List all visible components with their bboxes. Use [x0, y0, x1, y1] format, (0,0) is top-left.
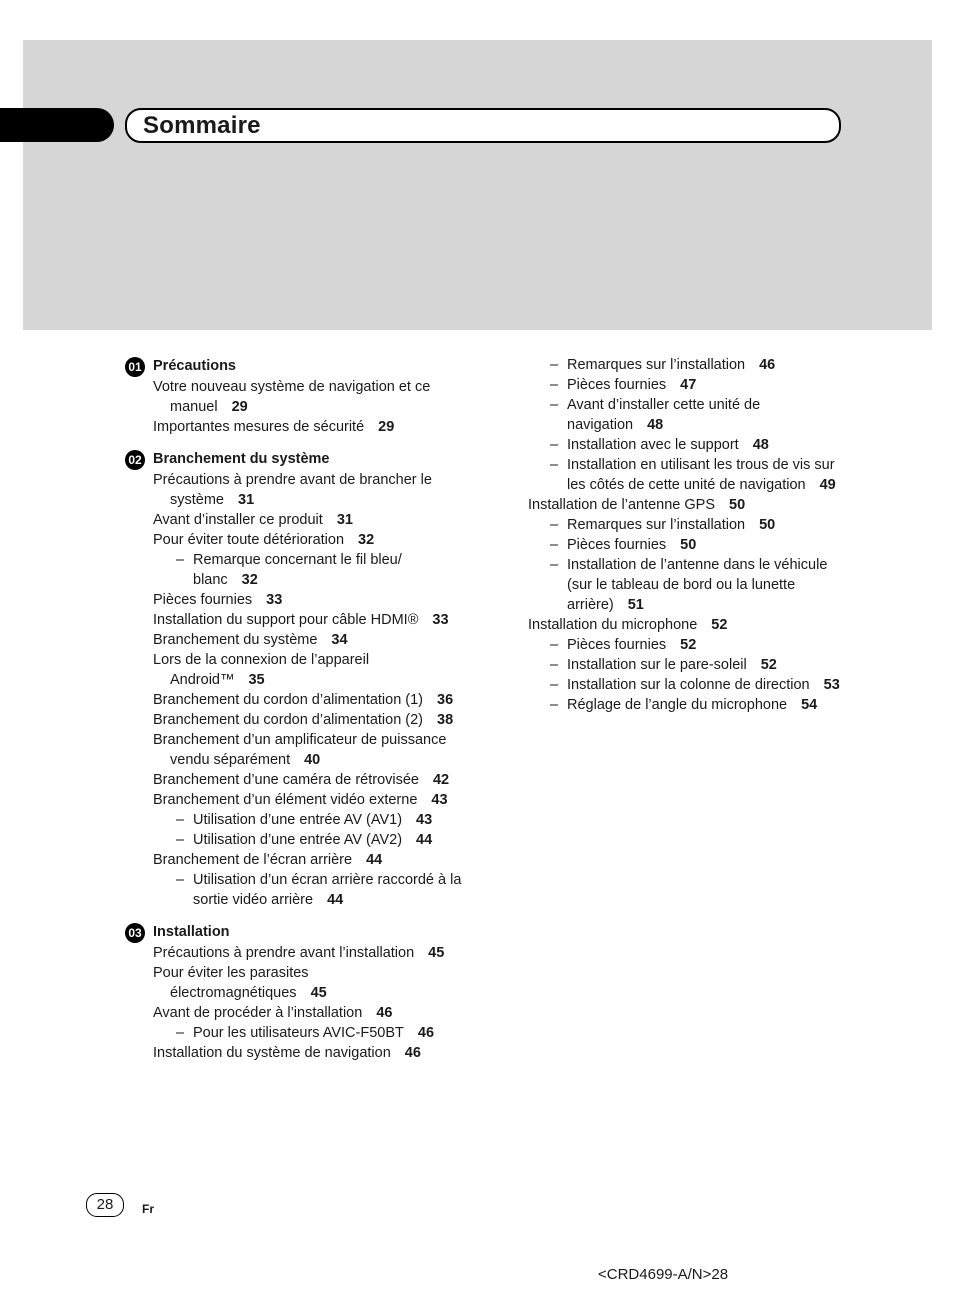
toc-entry[interactable]: [550, 355, 848, 375]
toc-page-number: 44: [416, 832, 433, 848]
toc-entry-text: Installation du microphone: [528, 617, 698, 633]
toc-page-number: 29: [231, 399, 248, 415]
toc-page-number: 46: [759, 357, 776, 373]
toc-entry-text: Remarques sur l’installation: [567, 517, 746, 533]
toc-page-number: 47: [680, 377, 697, 393]
section-heading[interactable]: Précautions: [153, 358, 236, 374]
toc-entry-text: Avant d’installer cette unité de navigation: [567, 397, 761, 433]
toc-page-number: 44: [366, 852, 383, 868]
dash-marker: –: [550, 437, 559, 453]
toc-entry[interactable]: [550, 555, 848, 615]
page-title: Sommaire: [143, 112, 261, 139]
toc-entry-text: Installation du système de navigation: [153, 1045, 391, 1061]
dash-marker: –: [550, 357, 559, 373]
toc-entry[interactable]: [550, 655, 848, 675]
dash-marker: –: [176, 1025, 185, 1041]
toc-page-number: 52: [711, 617, 728, 633]
dash-marker: –: [550, 657, 559, 673]
section-tab: [0, 108, 114, 142]
toc-entry-text: Branchement du cordon d’alimentation (2): [153, 712, 424, 728]
dash-marker: –: [550, 697, 559, 713]
toc-entry-text: Installation du support pour câble HDMI®: [153, 612, 419, 628]
dash-marker: –: [176, 832, 185, 848]
toc-entry[interactable]: [550, 455, 848, 495]
toc-entry-text: Précautions à prendre avant de brancher le système: [153, 472, 432, 508]
toc-entry[interactable]: [153, 650, 465, 690]
toc-entry-text: Branchement d’un amplificateur de puissance vendu séparément: [153, 732, 447, 768]
toc-entry-text: Branchement d’une caméra de rétrovisée: [153, 772, 419, 788]
toc-entry[interactable]: [153, 790, 465, 810]
section-heading[interactable]: Installation: [153, 924, 230, 940]
toc-entry[interactable]: [176, 550, 465, 590]
toc-right-column: [528, 355, 848, 715]
toc-page-number: 53: [823, 677, 840, 693]
toc-entry-text: Pour éviter les parasites électromagnétiques: [153, 965, 309, 1001]
toc-entry[interactable]: [176, 830, 465, 850]
document-reference: <CRD4699-A/N>28: [598, 1266, 729, 1283]
section-heading[interactable]: Branchement du système: [153, 451, 330, 467]
toc-entry[interactable]: [153, 690, 465, 710]
toc-entry[interactable]: [153, 590, 465, 610]
toc-page-number: 34: [331, 632, 348, 648]
toc-page-number: 51: [627, 597, 644, 613]
toc-entry-text: Branchement du cordon d’alimentation (1): [153, 692, 424, 708]
toc-entry-text: Branchement de l’écran arrière: [153, 852, 353, 868]
toc-entry[interactable]: [176, 870, 465, 910]
toc-page-number: 50: [680, 537, 697, 553]
toc-page-number: 48: [752, 437, 769, 453]
toc-entry-text: Installation avec le support: [567, 437, 739, 453]
toc-entry-text: Avant d’installer ce produit: [153, 512, 323, 528]
toc-page-number: 29: [378, 419, 395, 435]
toc-entry[interactable]: [153, 770, 465, 790]
toc-page-number: 42: [432, 772, 450, 788]
dash-marker: –: [550, 537, 559, 553]
toc-entry[interactable]: [153, 610, 465, 630]
toc-entry[interactable]: [153, 630, 465, 650]
toc-entry-text: Pièces fournies: [567, 537, 667, 553]
toc-page-number: 50: [729, 497, 746, 513]
toc-page-number: 52: [760, 657, 777, 673]
toc-entry-text: Lors de la connexion de l’appareil Android™: [153, 652, 370, 688]
toc-page-number: 32: [241, 572, 258, 588]
language-code: Fr: [142, 1202, 154, 1216]
toc-entry[interactable]: [550, 515, 848, 535]
toc-page-number: 45: [310, 985, 327, 1001]
toc-entry-text: Branchement du système: [153, 632, 318, 648]
header-band: [23, 40, 932, 330]
toc-entry-text: Pièces fournies: [153, 592, 253, 608]
toc-entry[interactable]: [550, 635, 848, 655]
toc-entry[interactable]: [550, 675, 848, 695]
toc-entry-text: Importantes mesures de sécurité: [153, 419, 365, 435]
toc-entry-text: Remarques sur l’installation: [567, 357, 746, 373]
toc-page-number: 31: [238, 492, 255, 508]
toc-entry-text: Installation de l’antenne dans le véhicule (sur le tableau de bord ou la lunette arrière): [567, 557, 828, 613]
toc-entry[interactable]: [550, 695, 848, 715]
toc-page-number: 32: [358, 532, 375, 548]
toc-entry-text: Pour les utilisateurs AVIC-F50BT: [193, 1025, 404, 1041]
toc-entry[interactable]: [153, 730, 465, 770]
dash-marker: –: [550, 637, 559, 653]
toc-page-number: 44: [327, 892, 344, 908]
dash-marker: –: [550, 677, 559, 693]
toc-entry[interactable]: [153, 710, 465, 730]
toc-entry-text: Votre nouveau système de navigation et ce manuel: [153, 379, 431, 415]
toc-entry[interactable]: [550, 395, 848, 435]
toc-page-number: 33: [266, 592, 283, 608]
toc-section: [125, 921, 465, 1063]
toc-entry-text: Réglage de l’angle du microphone: [567, 697, 788, 713]
toc-entry[interactable]: [153, 1003, 465, 1023]
dash-marker: –: [176, 812, 185, 828]
toc-entry[interactable]: [176, 810, 465, 830]
toc-entry-text: Installation sur le pare-soleil: [567, 657, 747, 673]
toc-page-number: 49: [819, 477, 836, 493]
toc-page-number: 40: [304, 752, 321, 768]
toc-page-number: 33: [432, 612, 449, 628]
toc-entry[interactable]: [550, 535, 848, 555]
toc-page-number: 46: [417, 1025, 435, 1041]
toc-entry[interactable]: [153, 417, 465, 437]
toc-entry[interactable]: [153, 510, 465, 530]
toc-page-number: 52: [680, 637, 697, 653]
toc-entry[interactable]: [153, 1043, 465, 1063]
toc-entry-text: Pour éviter toute détérioration: [153, 532, 345, 548]
toc-entry-text: Pièces fournies: [567, 377, 667, 393]
toc-entry-text: Installation de l’antenne GPS: [528, 497, 716, 513]
chapter-badge: 02: [125, 450, 145, 470]
dash-marker: –: [176, 872, 185, 888]
toc-entry[interactable]: [153, 963, 465, 1003]
title-box: [125, 108, 841, 143]
toc-entry[interactable]: [153, 943, 465, 963]
toc-entry[interactable]: [176, 1023, 465, 1043]
toc-entry-text: Installation en utilisant les trous de vis sur les côtés de cette unité de navigation: [567, 457, 835, 493]
toc-page-number: 31: [336, 512, 353, 528]
toc-section: [125, 448, 465, 910]
toc-entry[interactable]: [153, 530, 465, 550]
toc-entry-text: Remarque concernant le fil bleu/ blanc: [193, 552, 402, 588]
toc-entry[interactable]: [153, 850, 465, 870]
toc-page-number: 45: [428, 945, 445, 961]
toc-entry-text: Précautions à prendre avant l’installation: [153, 945, 415, 961]
toc-left-column: [125, 355, 465, 1063]
toc-page-number: 35: [248, 672, 265, 688]
toc-page-number: 36: [437, 692, 454, 708]
toc-entry-text: Installation sur la colonne de direction: [567, 677, 810, 693]
toc-entry[interactable]: [550, 375, 848, 395]
toc-entry-text: Pièces fournies: [567, 637, 667, 653]
dash-marker: –: [176, 552, 185, 568]
toc-page-number: 43: [431, 792, 448, 808]
toc-entry-text: Avant de procéder à l’installation: [153, 1005, 363, 1021]
dash-marker: –: [550, 557, 559, 573]
toc-page-number: 54: [801, 697, 818, 713]
toc-entry-text: Utilisation d’un écran arrière raccordé à la sortie vidéo arrière: [193, 872, 462, 908]
toc-entry-text: Branchement d’un élément vidéo externe: [153, 792, 418, 808]
page-number: 28: [86, 1193, 124, 1217]
dash-marker: –: [550, 457, 559, 473]
toc-page-number: 50: [759, 517, 776, 533]
toc-page-number: 43: [416, 812, 433, 828]
dash-marker: –: [550, 397, 559, 413]
toc-entry[interactable]: [528, 495, 848, 515]
dash-marker: –: [550, 377, 559, 393]
toc-entry-text: Utilisation d’une entrée AV (AV2): [193, 832, 403, 848]
toc-entry[interactable]: [153, 470, 465, 510]
toc-entry[interactable]: [528, 615, 848, 635]
toc-entry[interactable]: [153, 377, 465, 417]
toc-page-number: 46: [404, 1045, 421, 1061]
toc-page-number: 46: [376, 1005, 393, 1021]
chapter-badge: 03: [125, 923, 145, 943]
chapter-badge: 01: [125, 357, 145, 377]
dash-marker: –: [550, 517, 559, 533]
toc-page-number: 48: [647, 417, 664, 433]
toc-entry[interactable]: [550, 435, 848, 455]
toc-entry-text: Utilisation d’une entrée AV (AV1): [193, 812, 403, 828]
toc-section: [125, 355, 465, 437]
toc-page-number: 38: [437, 712, 454, 728]
